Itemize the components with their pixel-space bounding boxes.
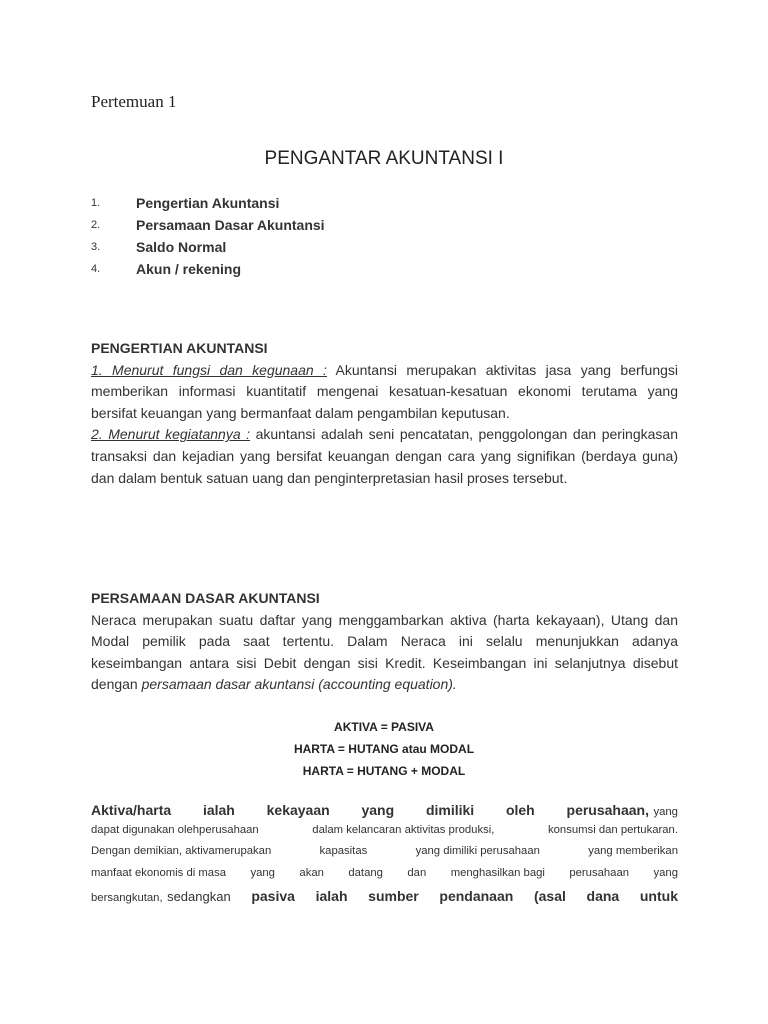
text-line: dapat digunakan olehperusahaan dalam kelancaran aktivitas produksi, konsumsi dan pertukaran. (91, 824, 678, 836)
section-paragraph: Neraca merupakan suatu daftar yang menggambarkan aktiva (harta kekayaan), Utang dan Modal pemilik pada saat tertentu. Dalam Neraca ini selalu menunjukkan adanya keseimbangan antara sisi Debit dengan sisi Kredit. Keseimbangan ini selanjutnya disebut dengan persamaan dasar akuntansi (accounting equation). (91, 611, 678, 693)
equation: HARTA = HUTANG + MODAL (302, 764, 466, 778)
definition-1: 1. Menurut fungsi dan kegunaan : Akuntansi merupakan aktivitas jasa yang berfungsi memberikan informasi kuantitatif mengenai kesatuan-kesatuan ekonomi terutama yang bersifat keuangan yang bermanfaat dalam pengambilan keputusan. (91, 361, 679, 421)
meeting-label: Pertemuan 1 (91, 92, 177, 111)
equation: AKTIVA = PASIVA (334, 720, 434, 734)
toc-item: 2. Persamaan Dasar Akuntansi (91, 217, 325, 233)
section-pengertian (91, 338, 678, 489)
section-heading: PENGERTIAN AKUNTANSI (91, 340, 268, 356)
page-title: PENGANTAR AKUNTANSI I (264, 148, 504, 169)
toc-item: 3. Saldo Normal (91, 239, 227, 255)
table-of-contents (91, 192, 691, 280)
text-line: bersangkutan, sedangkan pasiva ialah sumber pendanaan (asal dana untuk (91, 888, 678, 904)
equation: HARTA = HUTANG atau MODAL (293, 742, 475, 756)
toc-item: 4. Akun / rekening (91, 261, 242, 277)
text-line: manfaat ekonomis di masa yang akan datang dan menghasilkan bagi perusahaan yang (91, 867, 678, 879)
closing-paragraph (91, 802, 678, 910)
toc-item: 1. Pengertian Akuntansi (91, 195, 280, 211)
text-line: Aktiva/harta ialah kekayaan yang dimiliki oleh perusahaan, yang (91, 802, 678, 818)
section-persamaan (91, 588, 678, 696)
definition-2: 2. Menurut kegiatannya : akuntansi adalah seni pencatatan, penggolongan dan peringkasan transaksi dan kejadian yang bersifat keuangan dengan cara yang signifikan (berdaya guna) dan dalam bentuk satuan uang dan penginterpretasian hasil proses tersebut. (91, 426, 678, 486)
section-heading: PERSAMAAN DASAR AKUNTANSI (91, 590, 320, 606)
text-line: Dengan demikian, aktivamerupakan kapasitas yang dimiliki perusahaan yang memberikan (91, 845, 678, 857)
